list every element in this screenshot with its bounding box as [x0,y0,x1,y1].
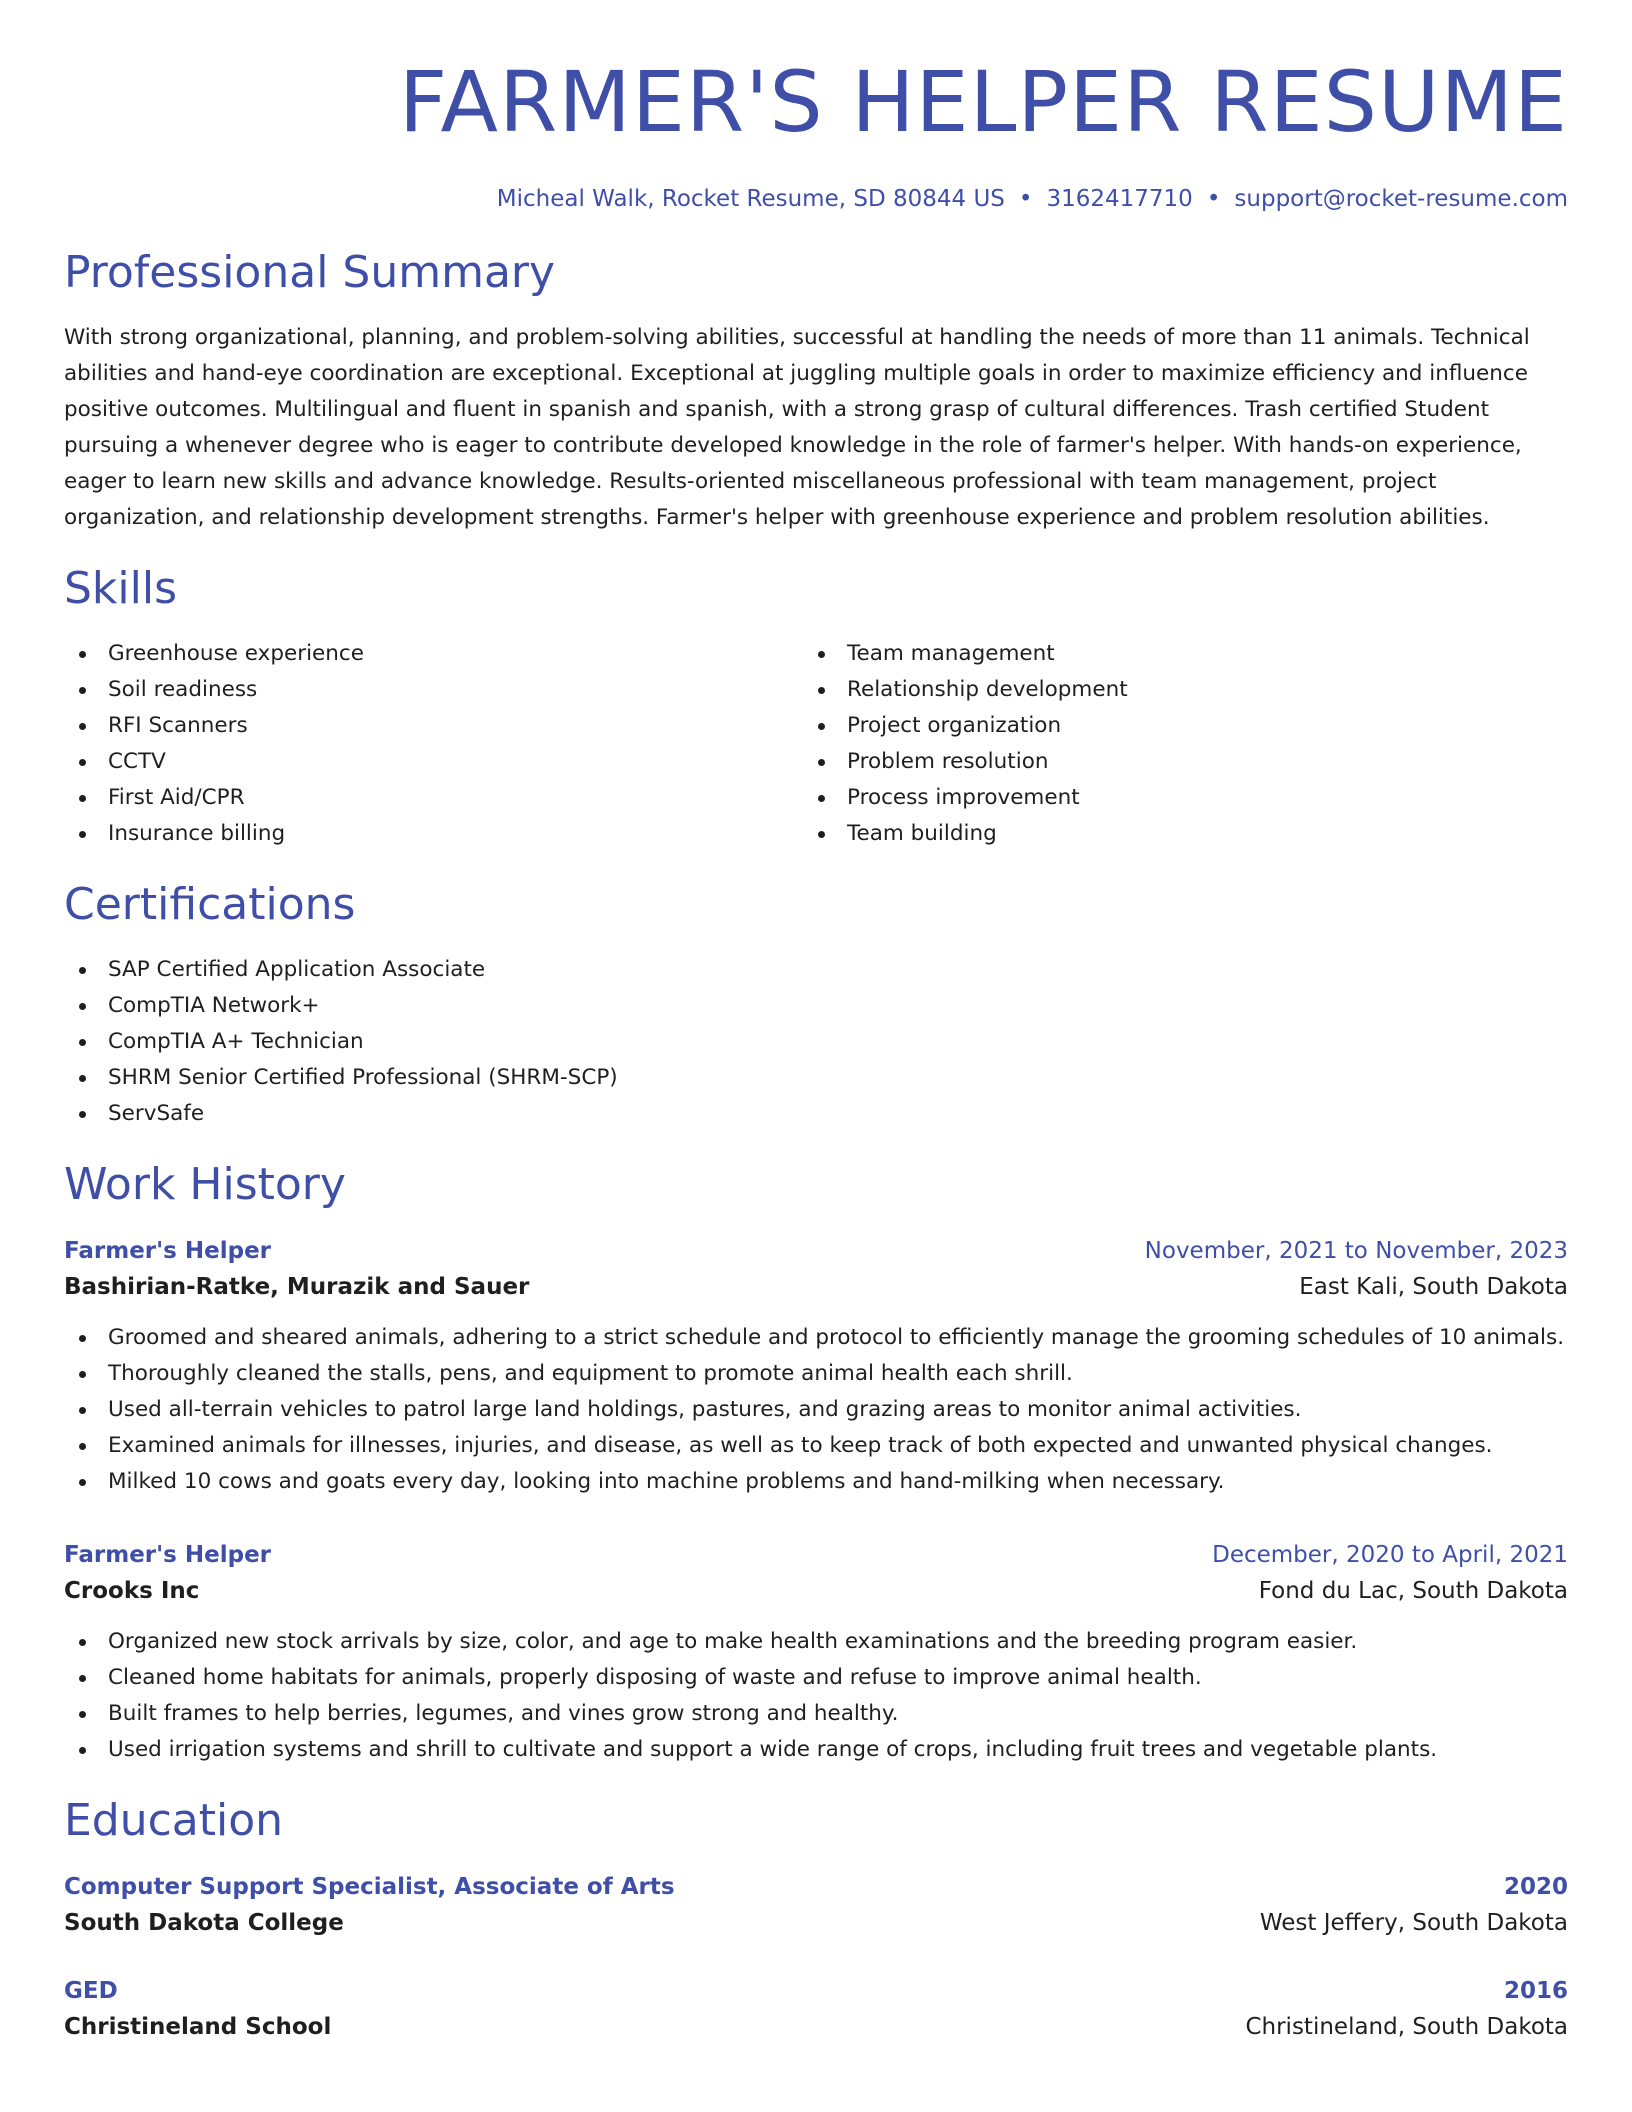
education-school: Christineland School [64,2014,332,2040]
job-dates: November, 2021 to November, 2023 [1144,1238,1568,1264]
job-title: Farmer's Helper [64,1238,272,1264]
certification-item: SAP Certified Application Associate [64,952,1568,988]
education-degree: GED [64,1978,118,2004]
certification-item: ServSafe [64,1096,1568,1132]
skill-item: RFI Scanners [64,708,803,744]
job-duty: Built frames to help berries, legumes, and vines grow strong and healthy. [64,1696,1568,1732]
job-header [64,1234,1568,1268]
summary-text: With strong organizational, planning, and problem-solving abilities, successful at handling the needs of more than 11 animals. Technical abilities and hand-eye coordination are exceptional. Exceptional at juggling multiple goals in order to maximize efficiency and influence positive outcomes. Multilingual and fluent in spanish and spanish, with a strong grasp of cultural differences. Trash certified Student pursuing a whenever degree who is eager to contribute developed knowledge in the role of farmer's helper. With hands-on experience, eager to learn new skills and advance knowledge. Results-oriented miscellaneous professional with team management, project organization, and relationship development strengths. Farmer's helper with greenhouse experience and problem resolution abilities. [64,325,1530,530]
certification-item: CompTIA A+ Technician [64,1024,1568,1060]
job-duties-list [64,1320,1568,1500]
job-duty: Organized new stock arrivals by size, color, and age to make health examinations and the breeding program easier. [64,1624,1568,1660]
job-duty: Used all-terrain vehicles to patrol large land holdings, pastures, and grazing areas to monitor animal activities. [64,1392,1568,1428]
skill-item: Team building [803,816,1542,852]
job-entry [64,1234,1568,1500]
job-title: Farmer's Helper [64,1542,272,1568]
education-section [64,1794,1568,2046]
education-degree: Computer Support Specialist, Associate of Arts [64,1874,675,1900]
job-duties-list [64,1624,1568,1768]
education-year: 2016 [1503,1978,1568,2004]
skill-item: Soil readiness [64,672,803,708]
job-location: Fond du Lac, South Dakota [1258,1578,1568,1604]
education-subheader [64,1904,1568,1942]
education-header [64,1870,1568,1904]
skill-item: Insurance billing [64,816,803,852]
contact-line [64,184,1568,214]
skill-item: CCTV [64,744,803,780]
education-subheader [64,2008,1568,2046]
job-subheader [64,1268,1568,1306]
contact-email: support@rocket-resume.com [1234,186,1568,212]
job-company: Bashirian-Ratke, Murazik and Sauer [64,1274,530,1300]
certifications-list [64,952,1568,1132]
job-duty: Cleaned home habitats for animals, properly disposing of waste and refuse to improve animal health. [64,1660,1568,1696]
skill-item: Project organization [803,708,1542,744]
work-history-section [64,1158,1568,1768]
skills-list-left [64,636,803,852]
section-heading-education: Education [64,1795,284,1846]
education-entry [64,1870,1568,1942]
education-year: 2020 [1503,1874,1568,1900]
section-heading-skills: Skills [64,563,178,614]
contact-phone: 3162417710 [1046,186,1193,212]
education-entry [64,1974,1568,2046]
job-duty: Used irrigation systems and shrill to cultivate and support a wide range of crops, including fruit trees and vegetable plants. [64,1732,1568,1768]
skills-section [64,562,1568,852]
education-location: West Jeffery, South Dakota [1259,1910,1568,1936]
job-header [64,1538,1568,1572]
job-location: East Kali, South Dakota [1299,1274,1568,1300]
contact-separator: • [1206,186,1221,212]
job-duty: Thoroughly cleaned the stalls, pens, and equipment to promote animal health each shrill. [64,1356,1568,1392]
certification-item: SHRM Senior Certified Professional (SHRM-SCP) [64,1060,1568,1096]
contact-separator: • [1018,186,1033,212]
job-duty: Examined animals for illnesses, injuries, and disease, as well as to keep track of both expected and unwanted physical changes. [64,1428,1568,1464]
job-entry [64,1538,1568,1768]
certification-item: CompTIA Network+ [64,988,1568,1024]
contact-address: Micheal Walk, Rocket Resume, SD 80844 US [496,186,1005,212]
skill-item: Team management [803,636,1542,672]
section-heading-work-history: Work History [64,1159,346,1210]
skill-item: Process improvement [803,780,1542,816]
skill-item: Greenhouse experience [64,636,803,672]
education-location: Christineland, South Dakota [1245,2014,1568,2040]
section-heading-summary: Professional Summary [64,247,556,298]
education-header [64,1974,1568,2008]
job-duty: Groomed and sheared animals, adhering to a strict schedule and protocol to efficiently manage the grooming schedules of 10 animals. [64,1320,1568,1356]
skills-list-right [803,636,1542,852]
skills-columns [64,636,1568,852]
job-subheader [64,1572,1568,1610]
summary-section [64,246,1568,536]
job-dates: December, 2020 to April, 2021 [1212,1542,1568,1568]
certifications-section [64,878,1568,1132]
education-school: South Dakota College [64,1910,344,1936]
skill-item: Problem resolution [803,744,1542,780]
skill-item: Relationship development [803,672,1542,708]
skill-item: First Aid/CPR [64,780,803,816]
resume-title: FARMER'S HELPER RESUME [398,53,1568,151]
section-heading-certifications: Certifications [64,879,356,930]
job-duty: Milked 10 cows and goats every day, looking into machine problems and hand-milking when necessary. [64,1464,1568,1500]
job-company: Crooks Inc [64,1578,200,1604]
